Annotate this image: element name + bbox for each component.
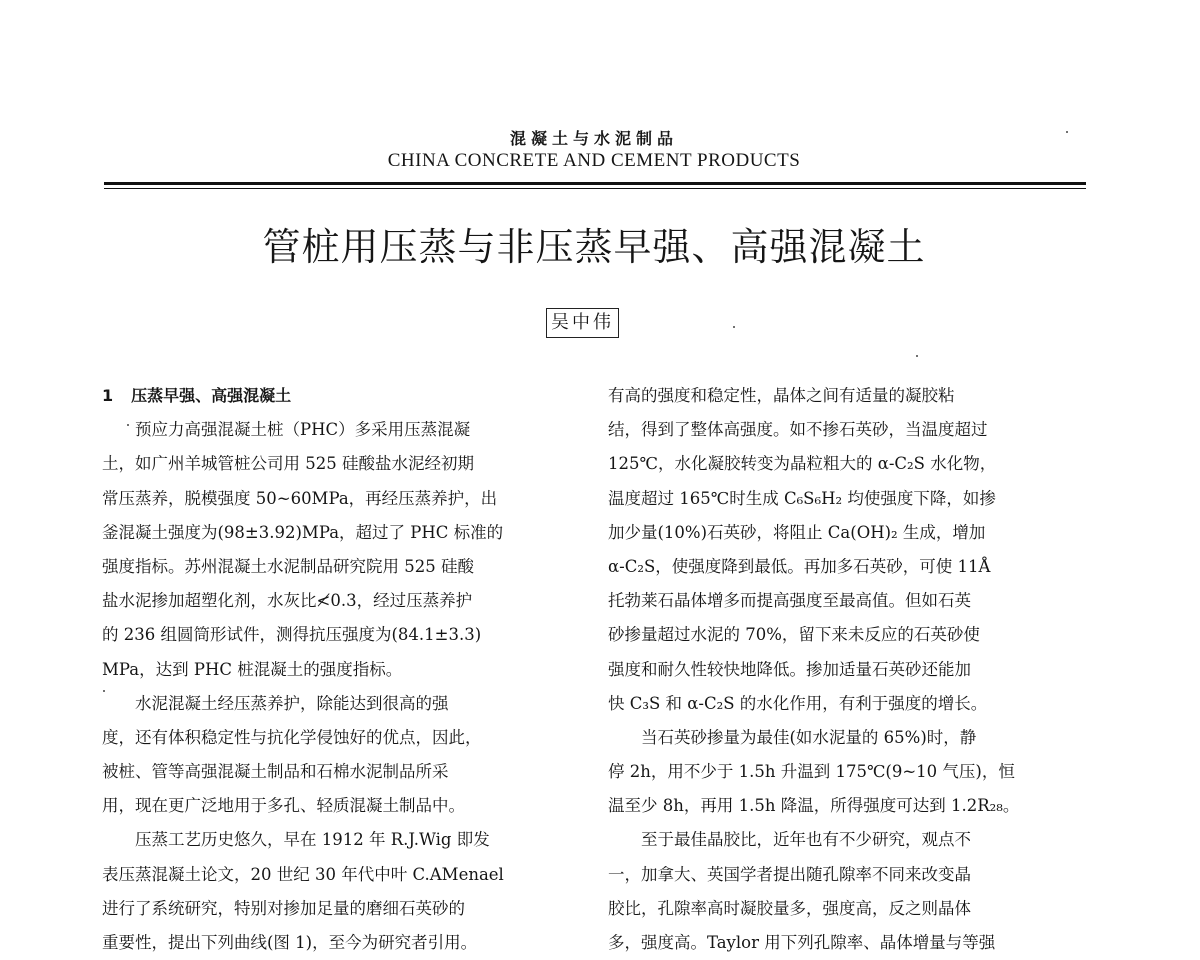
right-text-column xyxy=(608,379,1088,960)
text-line: 压蒸工艺历史悠久，早在 1912 年 R.J.Wig 即发 xyxy=(135,830,490,850)
author-name-box: 吴中伟 xyxy=(546,308,619,338)
text-line: 重要性，提出下列曲线(图 1)，至今为研究者引用。 xyxy=(102,933,478,952)
text-line: 结，得到了整体高强度。如不掺石英砂，当温度超过 xyxy=(608,420,988,440)
text-line: 125℃，水化凝胶转变为晶粒粗大的 α-C₂S 水化物， xyxy=(608,454,997,474)
text-line: 水泥混凝土经压蒸养护，除能达到很高的强 xyxy=(135,693,449,713)
journal-name-english: CHINA CONCRETE AND CEMENT PRODUCTS xyxy=(387,150,801,171)
text-line: 强度指标。苏州混凝土水泥制品研究院用 525 硅酸 xyxy=(102,556,474,576)
text-line: 度，还有体积稳定性与抗化学侵蚀好的优点，因此， xyxy=(102,727,482,747)
text-line: 温度超过 165℃时生成 C₆S₆H₂ 均使强度下降，如掺 xyxy=(608,488,996,508)
scan-speck xyxy=(103,690,105,692)
text-line: α-C₂S，使强度降到最低。再加多石英砂，可使 11Å xyxy=(608,556,991,576)
text-line: MPa，达到 PHC 桩混凝土的强度指标。 xyxy=(102,659,403,679)
text-line: 的 236 组圆筒形试件，测得抗压强度为(84.1±3.3) xyxy=(102,625,482,645)
text-line: 盐水泥掺加超塑化剂，水灰比≮0.3，经过压蒸养护 xyxy=(102,591,473,611)
article-title: 管桩用压蒸与非压蒸早强、高强混凝土 xyxy=(262,225,926,269)
text-line: 用，现在更广泛地用于多孔、轻质混凝土制品中。 xyxy=(102,796,465,816)
text-line: 土，如广州羊城管桩公司用 525 硅酸盐水泥经初期 xyxy=(102,454,474,474)
scan-speck xyxy=(127,424,129,426)
text-line: 有高的强度和稳定性，晶体之间有适量的凝胶粘 xyxy=(608,386,955,405)
scan-speck xyxy=(1066,131,1068,133)
scan-speck xyxy=(733,326,735,328)
text-line: 表压蒸混凝土论文，20 世纪 30 年代中叶 C.AMenael xyxy=(102,864,504,884)
text-line: 胶比，孔隙率高时凝胶量多，强度高，反之则晶体 xyxy=(608,898,971,918)
journal-name-chinese: 混凝土与水泥制品 xyxy=(509,129,678,148)
text-line: 托勃莱石晶体增多而提高强度至最高值。但如石英 xyxy=(608,591,971,611)
text-line: 进行了系统研究，特别对掺加足量的磨细石英砂的 xyxy=(102,898,465,918)
text-line: 釜混凝土强度为(98±3.92)MPa，超过了 PHC 标准的 xyxy=(102,522,504,542)
text-line: 一，加拿大、英国学者提出随孔隙率不同来改变晶 xyxy=(608,864,971,884)
header-rule-thin xyxy=(104,188,1086,189)
text-line: 快 C₃S 和 α-C₂S 的水化作用，有利于强度的增长。 xyxy=(608,693,988,713)
section-heading xyxy=(102,379,578,413)
scan-speck xyxy=(916,355,918,357)
text-line: 至于最佳晶胶比，近年也有不少研究，观点不 xyxy=(641,830,971,850)
text-line: 当石英砂掺量为最佳(如水泥量的 65%)时，静 xyxy=(641,727,977,747)
header-rule-thick xyxy=(104,182,1086,185)
left-text-column xyxy=(102,379,578,960)
text-line: 温至少 8h，再用 1.5h 降温，所得强度可达到 1.2R₂₈。 xyxy=(608,796,1020,816)
text-line: 多，强度高。Taylor 用下列孔隙率、晶体增量与等强 xyxy=(608,933,996,952)
text-line: 预应力高强混凝土桩（PHC）多采用压蒸混凝 xyxy=(135,420,471,440)
text-line: 加少量(10%)石英砂，将阻止 Ca(OH)₂ 生成，增加 xyxy=(608,522,986,542)
section-number: 1 xyxy=(102,386,114,405)
text-line: 停 2h，用不少于 1.5h 升温到 175℃(9~10 气压)，恒 xyxy=(608,762,1015,782)
text-line: 强度和耐久性较快地降低。掺加适量石英砂还能加 xyxy=(608,659,971,679)
text-line: 常压蒸养，脱模强度 50~60MPa，再经压蒸养护，出 xyxy=(102,488,498,508)
section-title: 压蒸早强、高强混凝土 xyxy=(131,386,292,405)
text-line: 砂掺量超过水泥的 70%，留下来未反应的石英砂使 xyxy=(608,625,980,645)
text-line: 被桩、管等高强混凝土制品和石棉水泥制品所采 xyxy=(102,762,449,782)
